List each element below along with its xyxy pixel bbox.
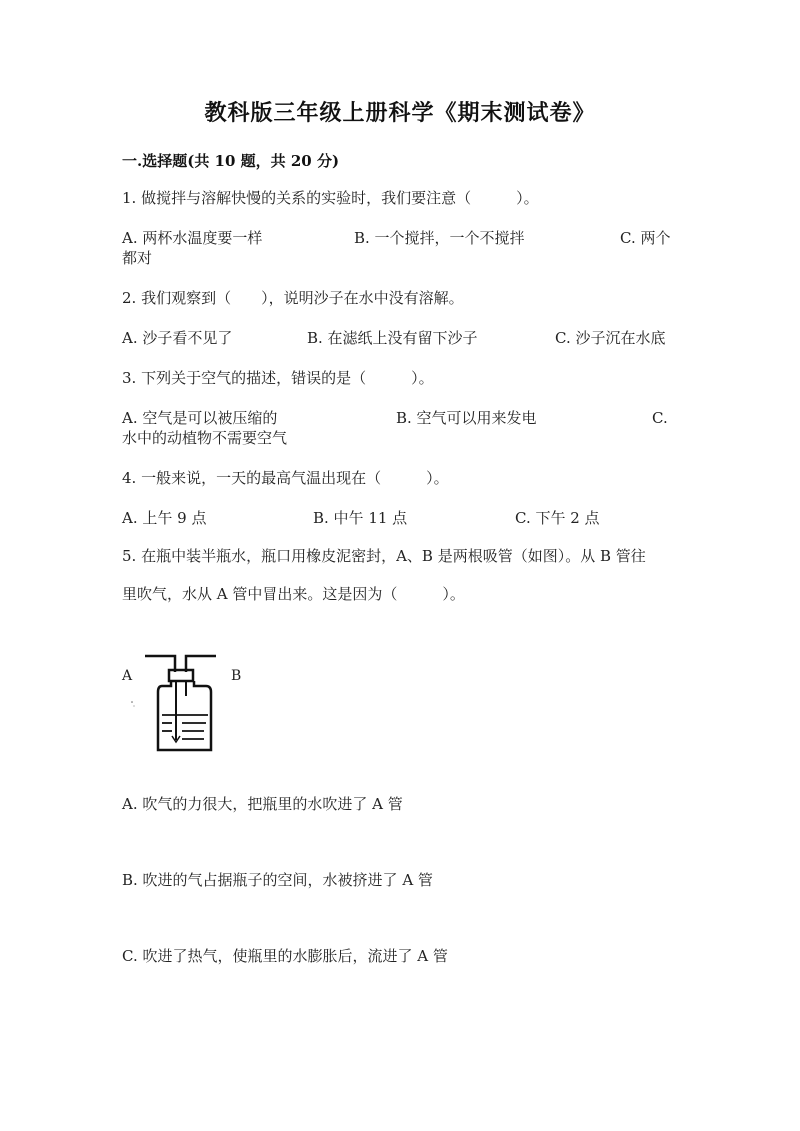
question-3-option-a: A. 空气是可以被压缩的 bbox=[122, 409, 278, 427]
question-3-option-c: C. bbox=[652, 409, 668, 427]
question-1-option-b: B. 一个搅拌，一个不搅拌 bbox=[354, 229, 525, 247]
question-1-option-c-cont: 都对 bbox=[122, 249, 153, 267]
question-5-option-c: C. 吹进了热气，使瓶里的水膨胀后，流进了 A 管 bbox=[122, 947, 448, 965]
bottle-diagram bbox=[118, 640, 258, 758]
question-5-option-a: A. 吹气的力很大，把瓶里的水吹进了 A 管 bbox=[122, 795, 403, 813]
rubber-stopper bbox=[169, 670, 193, 681]
question-5-stem-line-2: 里吹气，水从 A 管中冒出来。这是因为（ ）。 bbox=[122, 585, 465, 603]
tube-b-label: B bbox=[231, 668, 242, 684]
speck bbox=[131, 701, 133, 703]
question-4-option-c: C. 下午 2 点 bbox=[515, 509, 600, 527]
question-3-stem: 3. 下列关于空气的描述，错误的是（ ）。 bbox=[122, 369, 434, 387]
question-1-option-c: C. 两个 bbox=[620, 229, 671, 247]
question-2-option-b: B. 在滤纸上没有留下沙子 bbox=[307, 329, 478, 347]
question-4-option-b: B. 中午 11 点 bbox=[313, 509, 408, 527]
tube-a-label: A bbox=[122, 668, 133, 684]
exam-title: 教科版三年级上册科学《期末测试卷》 bbox=[204, 100, 596, 126]
question-3-option-b: B. 空气可以用来发电 bbox=[396, 409, 537, 427]
question-2-option-c: C. 沙子沉在水底 bbox=[555, 329, 666, 347]
question-4-stem: 4. 一般来说，一天的最高气温出现在（ ）。 bbox=[122, 469, 449, 487]
question-2-option-a: A. 沙子看不见了 bbox=[122, 329, 233, 347]
section-heading: 一.选择题(共 10 题，共 20 分) bbox=[122, 152, 340, 170]
question-5-option-b: B. 吹进的气占据瓶子的空间，水被挤进了 A 管 bbox=[122, 871, 433, 889]
question-1-option-a: A. 两杯水温度要一样 bbox=[122, 229, 263, 247]
bottle-tube-figure bbox=[118, 640, 258, 758]
speck bbox=[133, 705, 134, 706]
question-5-stem-line-1: 5. 在瓶中装半瓶水，瓶口用橡皮泥密封，A、B 是两根吸管（如图）。从 B 管往 bbox=[122, 547, 646, 565]
question-2-stem: 2. 我们观察到（ ），说明沙子在水中没有溶解。 bbox=[122, 289, 464, 307]
question-1-stem: 1. 做搅拌与溶解快慢的关系的实验时，我们要注意（ ）。 bbox=[122, 189, 539, 207]
question-4-option-a: A. 上午 9 点 bbox=[122, 509, 207, 527]
question-3-option-c-cont: 水中的动植物不需要空气 bbox=[122, 429, 288, 447]
